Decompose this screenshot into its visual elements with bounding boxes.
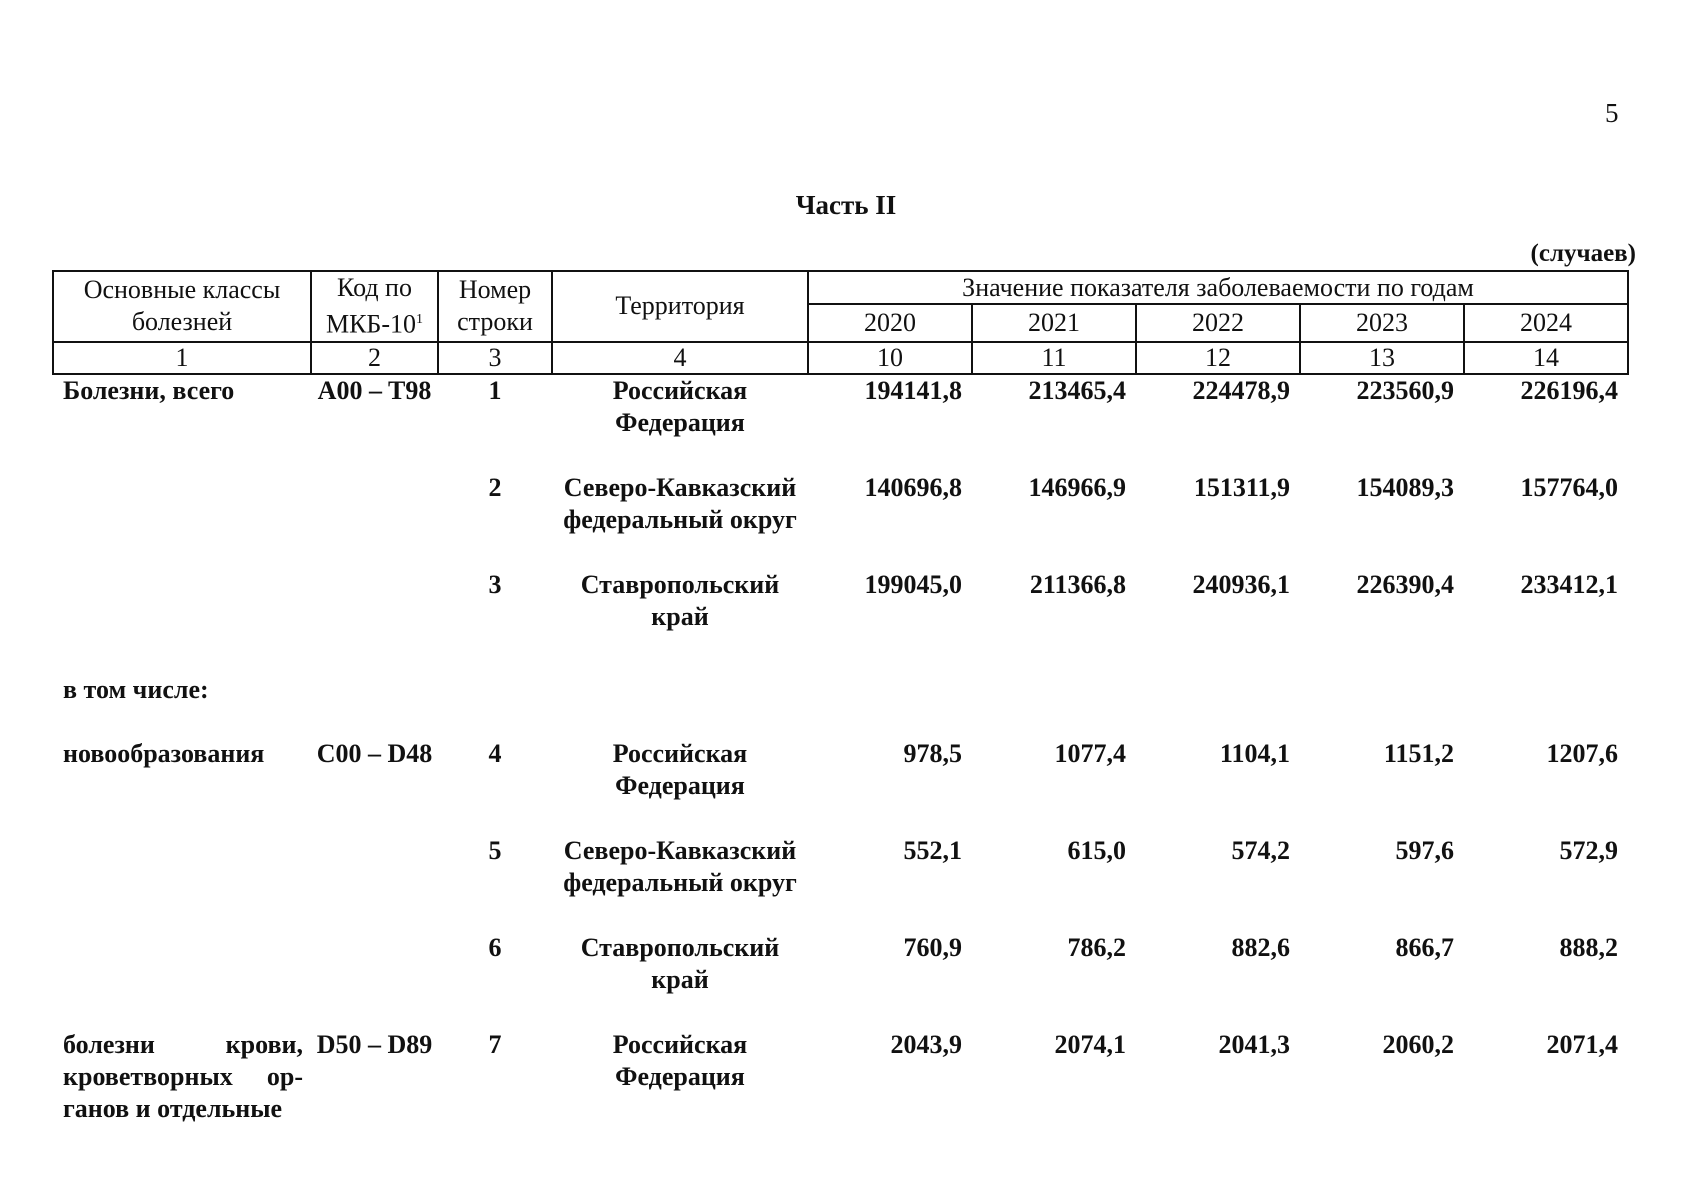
header-icd-code-label: Код по МКБ-10 [325, 273, 417, 339]
header-disease-class: Основные классы болезней [53, 271, 311, 342]
value-cell: 226196,4 [1520, 375, 1618, 405]
header-year: 2022 [1136, 304, 1300, 342]
header-year: 2023 [1300, 304, 1464, 342]
value-cell: 146966,9 [1028, 472, 1126, 502]
header-year: 2021 [972, 304, 1136, 342]
disease-class-cell [53, 932, 311, 1029]
table-row [53, 569, 1628, 666]
row-number-cell: 2 [488, 472, 502, 502]
disease-class-cell: Болезни, всего [63, 375, 235, 405]
disease-class-cell [53, 472, 311, 569]
icd-code-cell [311, 932, 438, 1029]
icd-code-cell: C00 – D48 [316, 738, 433, 768]
value-cell: 2043,9 [890, 1029, 962, 1059]
value-cell: 552,1 [903, 835, 962, 865]
disease-class-cell [53, 835, 311, 932]
table-row [53, 932, 1628, 1029]
part-title: Часть II [795, 190, 897, 220]
value-cell: 2071,4 [1546, 1029, 1618, 1059]
value-cell: 140696,8 [864, 472, 962, 502]
value-cell: 211366,8 [1029, 569, 1126, 599]
table-row [53, 835, 1628, 932]
column-number: 10 [808, 342, 972, 374]
column-number: 13 [1300, 342, 1464, 374]
header-year: 2024 [1464, 304, 1628, 342]
header-values-group: Значение показателя заболеваемости по годам [808, 271, 1628, 304]
row-number-cell: 1 [488, 375, 502, 405]
value-cell: 615,0 [1067, 835, 1126, 865]
table-row [53, 472, 1628, 569]
column-number: 14 [1464, 342, 1628, 374]
value-cell: 2060,2 [1382, 1029, 1454, 1059]
header-territory: Территория [552, 271, 808, 342]
value-cell: 1104,1 [1219, 738, 1290, 768]
value-cell: 233412,1 [1520, 569, 1618, 599]
value-cell: 199045,0 [864, 569, 962, 599]
subheading: в том числе: [63, 674, 209, 704]
value-cell: 1077,4 [1054, 738, 1126, 768]
territory-cell: Ставропольский край [580, 569, 780, 631]
disease-class-cell: болезни крови, кроветворных ор-ганов и отдельные [63, 1029, 303, 1123]
row-number-cell: 4 [488, 738, 502, 768]
page-number: 5 [1605, 98, 1619, 128]
value-cell: 213465,4 [1028, 375, 1126, 405]
territory-cell: Российская Федерация [612, 375, 748, 437]
value-cell: 194141,8 [864, 375, 962, 405]
units-label: (случаев) [1530, 240, 1636, 267]
row-number-cell: 7 [488, 1029, 502, 1059]
territory-cell: Российская Федерация [612, 738, 748, 800]
value-cell: 1207,6 [1546, 738, 1618, 768]
table-row [53, 1029, 1628, 1126]
column-number: 12 [1136, 342, 1300, 374]
value-cell: 226390,4 [1356, 569, 1454, 599]
value-cell: 882,6 [1231, 932, 1290, 962]
value-cell: 1151,2 [1383, 738, 1454, 768]
value-cell: 574,2 [1231, 835, 1290, 865]
value-cell: 224478,9 [1192, 375, 1290, 405]
disease-class-cell [53, 569, 311, 666]
header-year: 2020 [808, 304, 972, 342]
column-number: 2 [311, 342, 438, 374]
value-cell: 978,5 [903, 738, 962, 768]
header-row-number: Номер строки [438, 271, 552, 342]
icd-code-cell [311, 835, 438, 932]
territory-cell: Ставропольский край [580, 932, 780, 994]
value-cell: 866,7 [1395, 932, 1454, 962]
icd-code-cell [311, 569, 438, 666]
value-cell: 2074,1 [1054, 1029, 1126, 1059]
row-number-cell: 5 [488, 835, 502, 865]
row-number-cell: 6 [488, 932, 502, 962]
value-cell: 760,9 [903, 932, 962, 962]
value-cell: 223560,9 [1356, 375, 1454, 405]
territory-cell: Северо-Кавказский федеральный округ [563, 835, 797, 897]
morbidity-table [52, 270, 1629, 1126]
column-number: 3 [438, 342, 552, 374]
icd-code-cell: A00 – T98 [317, 375, 432, 405]
territory-cell: Северо-Кавказский федеральный округ [563, 472, 797, 534]
disease-class-cell: новообразования [63, 738, 265, 768]
row-number-cell: 3 [488, 569, 502, 599]
value-cell: 597,6 [1395, 835, 1454, 865]
table-row [53, 738, 1628, 835]
table-row [53, 374, 1628, 472]
table-subheading-row [53, 666, 1628, 738]
icd-code-cell [311, 472, 438, 569]
column-number: 11 [972, 342, 1136, 374]
header-icd-code [311, 271, 438, 342]
value-cell: 786,2 [1067, 932, 1126, 962]
value-cell: 151311,9 [1193, 472, 1290, 502]
territory-cell: Российская Федерация [612, 1029, 748, 1091]
value-cell: 2041,3 [1218, 1029, 1290, 1059]
column-number: 1 [53, 342, 311, 374]
value-cell: 240936,1 [1192, 569, 1290, 599]
icd-code-cell: D50 – D89 [316, 1029, 433, 1059]
value-cell: 154089,3 [1356, 472, 1454, 502]
value-cell: 572,9 [1559, 835, 1618, 865]
value-cell: 888,2 [1559, 932, 1618, 962]
column-number: 4 [552, 342, 808, 374]
footnote-mark: 1 [416, 312, 424, 327]
value-cell: 157764,0 [1520, 472, 1618, 502]
